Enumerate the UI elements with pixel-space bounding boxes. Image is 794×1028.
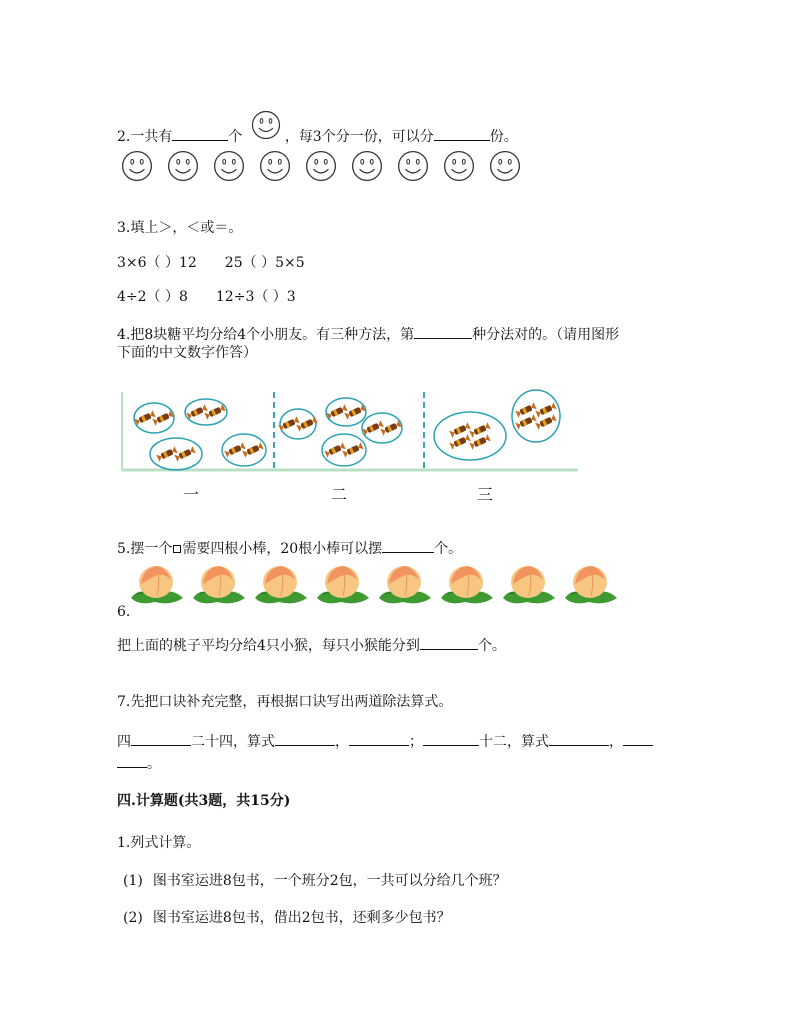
candy-icon bbox=[156, 446, 178, 462]
q6-blank[interactable] bbox=[420, 635, 478, 650]
peach-icon bbox=[251, 560, 309, 606]
s4-sub-1 bbox=[123, 872, 507, 890]
q7-blank-2[interactable] bbox=[275, 731, 335, 746]
candy-icon bbox=[174, 446, 196, 462]
candy-icon bbox=[152, 410, 174, 426]
q7-text-6: ， bbox=[609, 734, 623, 750]
q7-text-7: 。 bbox=[147, 756, 161, 772]
q5-text-2: 需要四根小棒，20根小棒可以摆 bbox=[182, 541, 383, 557]
section-4-heading: 四.计算题(共3题，共15分) bbox=[117, 793, 291, 809]
q7-text-4: ； bbox=[409, 734, 423, 750]
q7-blank-5[interactable] bbox=[549, 731, 609, 746]
smiley-icon bbox=[213, 150, 245, 182]
q4-text-2: 种分法对的。（请用图形 bbox=[472, 327, 620, 343]
smiley-icon bbox=[167, 150, 199, 182]
q2-text-1: 2.一共有 bbox=[117, 129, 173, 145]
candy-icon bbox=[344, 404, 366, 420]
q7-text-2: 二十四，算式 bbox=[191, 734, 275, 750]
q5-line bbox=[117, 538, 462, 558]
group-circle bbox=[222, 434, 266, 466]
q7-blank-4[interactable] bbox=[423, 731, 479, 746]
figure-label-1: 一 bbox=[183, 485, 200, 504]
q5-text-3: 个。 bbox=[434, 541, 463, 557]
q2-blank-1[interactable] bbox=[172, 126, 228, 141]
q6-line bbox=[117, 635, 506, 655]
q7-blank-1[interactable] bbox=[131, 731, 191, 746]
s4-q1-title: 1.列式计算。 bbox=[117, 835, 201, 851]
candy-division-figure bbox=[118, 382, 580, 478]
smiley-icon bbox=[259, 150, 291, 182]
q7-text-5: 十二，算式 bbox=[479, 734, 549, 750]
candy-icon bbox=[186, 404, 208, 420]
figure-label-3: 三 bbox=[477, 485, 494, 504]
candy-icon bbox=[242, 442, 264, 458]
figure-label-2: 二 bbox=[331, 485, 348, 504]
s4-sub-2-text: 图书室运进8包书，借出2包书，还剩多少包书？ bbox=[152, 910, 451, 926]
q2-text-4: 份。 bbox=[489, 129, 518, 145]
q7-blank-6-cont[interactable] bbox=[117, 753, 147, 768]
peach-icon bbox=[127, 560, 185, 606]
peach-icon bbox=[437, 560, 495, 606]
q2-blank-2[interactable] bbox=[434, 126, 490, 141]
peach-icon bbox=[313, 560, 371, 606]
q3-row-1: 3×6（ ）12 25（ ）5×5 bbox=[117, 255, 305, 271]
q2-text-2: 个 bbox=[228, 129, 243, 145]
s4-sub-1-text: 图书室运进8包书，一个班分2包，一共可以分给几个班？ bbox=[152, 873, 507, 889]
q6-text-2: 个。 bbox=[477, 638, 506, 654]
q4-blank[interactable] bbox=[414, 324, 472, 339]
q7-line bbox=[117, 731, 653, 751]
candy-icon bbox=[326, 404, 348, 420]
q3-title: 3.填上＞，＜或＝。 bbox=[117, 220, 243, 236]
q7-text-1: 四 bbox=[117, 734, 131, 750]
candy-icon bbox=[134, 410, 156, 426]
q7-text-3: ， bbox=[335, 734, 349, 750]
peach-icon bbox=[499, 560, 557, 606]
q2-text-3: ，每3个分一份，可以分 bbox=[284, 129, 434, 145]
q4-text-1: 4.把8块糖平均分给4个小朋友。有三种方法，第 bbox=[117, 327, 415, 343]
smiley-icon bbox=[489, 150, 521, 182]
q4-line-1 bbox=[117, 324, 619, 344]
peach-icon bbox=[375, 560, 433, 606]
candy-icon bbox=[224, 442, 246, 458]
peach-row bbox=[127, 560, 619, 606]
peach-icon bbox=[189, 560, 247, 606]
s4-sub-2-num: (2) bbox=[123, 910, 143, 926]
candy-icon bbox=[380, 420, 402, 436]
candy-icon bbox=[342, 442, 364, 458]
group-circle bbox=[434, 412, 506, 460]
q5-text-1: 5.摆一个 bbox=[117, 541, 173, 557]
candy-icon bbox=[324, 442, 346, 458]
q3-row-2: 4÷2（ ）8 12÷3（ ）3 bbox=[117, 289, 296, 305]
candy-icon bbox=[362, 420, 384, 436]
q7-blank-3[interactable] bbox=[349, 731, 409, 746]
smiley-icon bbox=[397, 150, 429, 182]
q7-title: 7.先把口诀补充完整，再根据口诀写出两道除法算式。 bbox=[117, 694, 453, 710]
smiley-icon bbox=[251, 110, 281, 140]
smiley-icon bbox=[121, 150, 153, 182]
s4-sub-2 bbox=[123, 909, 451, 927]
group-circle bbox=[150, 438, 202, 470]
q6-number: 6. bbox=[117, 604, 131, 620]
q6-text-1: 把上面的桃子平均分给4只小猴，每只小猴能分到 bbox=[117, 638, 420, 654]
q7-blank-6[interactable] bbox=[623, 731, 653, 746]
group-circle bbox=[322, 434, 366, 466]
smiley-icon bbox=[305, 150, 337, 182]
q5-blank[interactable] bbox=[382, 538, 434, 553]
q4-line-2: 下面的中文数字作答） bbox=[117, 345, 257, 361]
square-icon bbox=[173, 545, 181, 553]
q7-line-2 bbox=[117, 753, 161, 773]
s4-sub-1-num: (1) bbox=[123, 873, 143, 889]
candy-icon bbox=[204, 404, 226, 420]
q2-line bbox=[117, 116, 518, 146]
smiley-row bbox=[121, 150, 521, 182]
smiley-icon bbox=[351, 150, 383, 182]
peach-icon bbox=[561, 560, 619, 606]
smiley-icon bbox=[443, 150, 475, 182]
